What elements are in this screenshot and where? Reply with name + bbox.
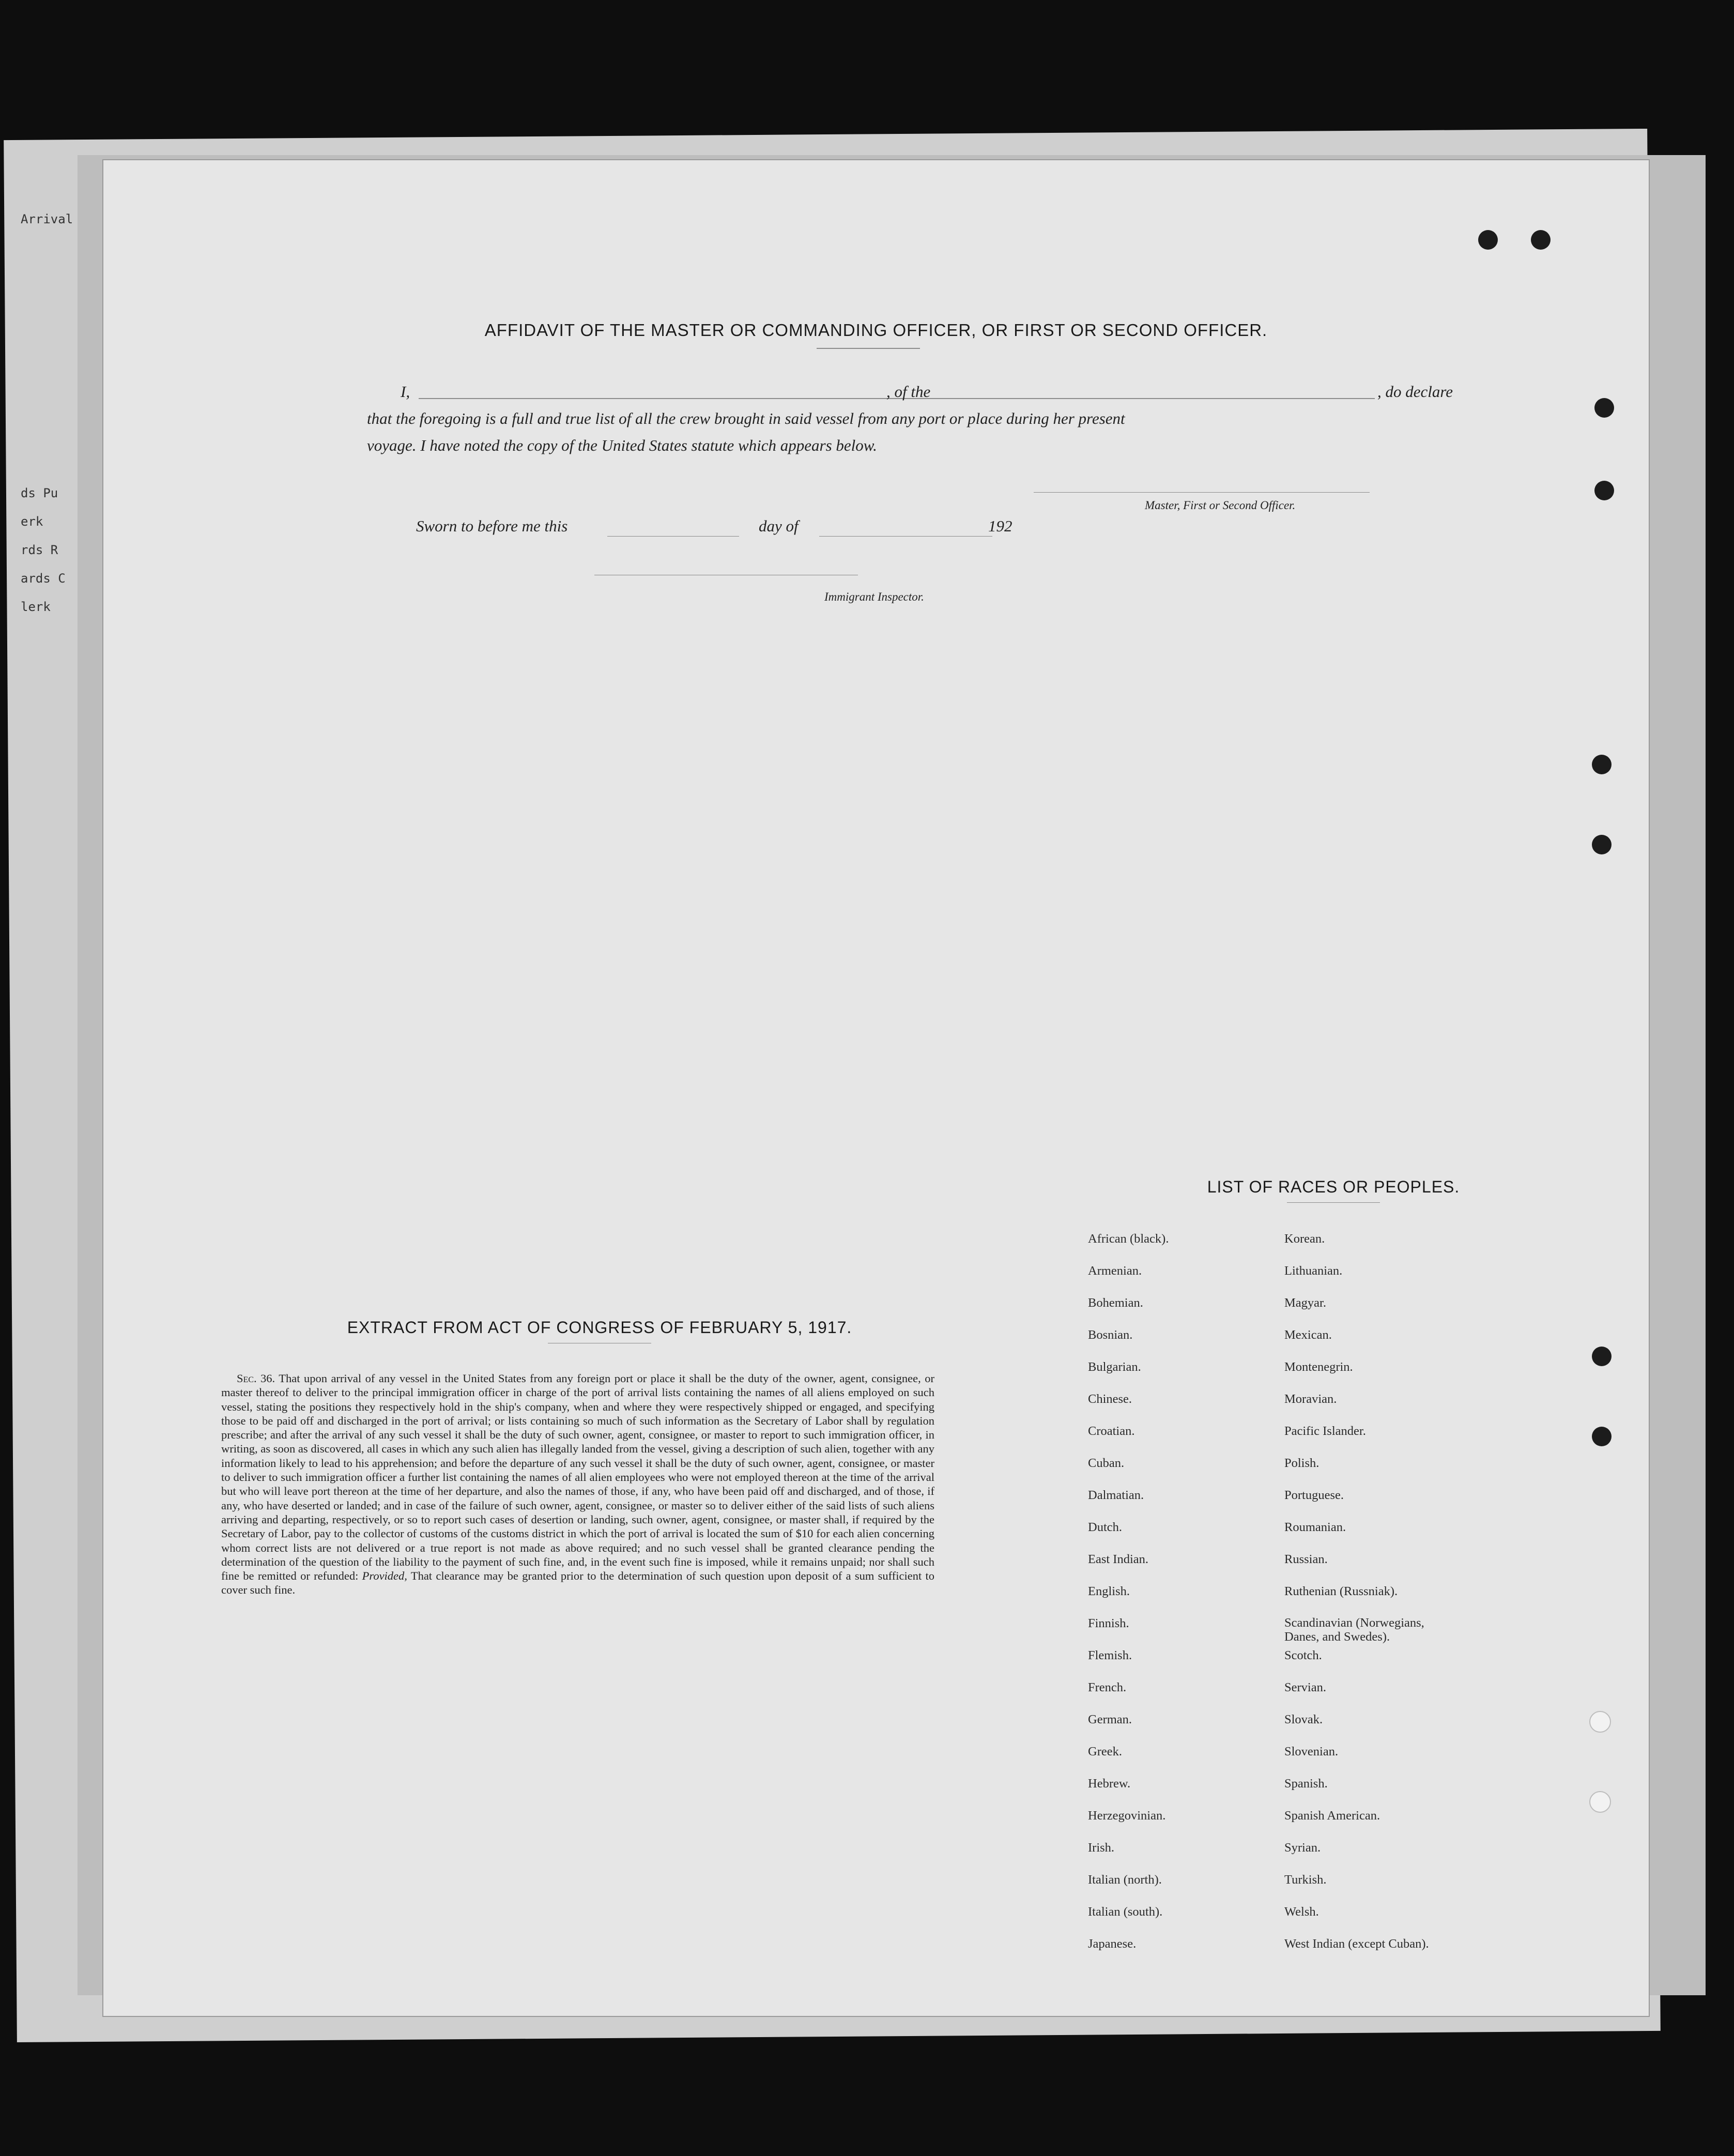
- margin-fragment: rds R: [21, 543, 58, 557]
- race-item: Chinese.: [1088, 1392, 1132, 1406]
- race-item: Italian (north).: [1088, 1873, 1162, 1887]
- margin-fragment: lerk: [21, 600, 51, 614]
- punch-hole: [1589, 1711, 1611, 1733]
- race-item: East Indian.: [1088, 1552, 1149, 1566]
- margin-fragment: ards C: [21, 571, 66, 586]
- of-the-label: , of the: [886, 383, 931, 401]
- race-item: Korean.: [1284, 1232, 1325, 1246]
- day-of-label: day of: [759, 517, 799, 535]
- punch-hole: [1589, 1791, 1611, 1813]
- race-item: African (black).: [1088, 1232, 1169, 1246]
- race-item: Spanish.: [1284, 1777, 1328, 1791]
- extract-body: [221, 1371, 934, 1597]
- race-item: Lithuanian.: [1284, 1264, 1343, 1278]
- race-item: West Indian (except Cuban).: [1284, 1937, 1429, 1951]
- section-label: Sec. 36.: [237, 1372, 275, 1385]
- affidavit-statement-line1: that the foregoing is a full and true list of all the crew brought in said vessel from any port or place during her present: [367, 409, 1125, 427]
- document-page: [103, 160, 1649, 2016]
- margin-fragment: Arrival: [21, 212, 73, 226]
- race-item: Cuban.: [1088, 1456, 1125, 1470]
- race-item: Montenegrin.: [1284, 1360, 1353, 1374]
- extract-title: EXTRACT FROM ACT OF CONGRESS OF FEBRUARY 5, 1917.: [347, 1318, 852, 1337]
- divider: [1287, 1202, 1380, 1203]
- punch-hole: [1592, 1427, 1612, 1446]
- punch-hole: [1594, 481, 1614, 500]
- race-item: Roumanian.: [1284, 1520, 1346, 1534]
- races-title: LIST OF RACES OR PEOPLES.: [1207, 1178, 1460, 1196]
- punch-hole: [1531, 230, 1551, 250]
- punch-hole: [1592, 755, 1612, 774]
- race-item: Irish.: [1088, 1841, 1115, 1855]
- race-item: English.: [1088, 1584, 1130, 1598]
- do-declare-label: , do declare: [1377, 383, 1453, 401]
- race-item: Welsh.: [1284, 1905, 1319, 1919]
- sworn-label: Sworn to before me this: [416, 517, 568, 535]
- divider: [817, 348, 920, 349]
- race-item: Slovak.: [1284, 1712, 1323, 1726]
- race-item: Dutch.: [1088, 1520, 1122, 1534]
- affidavit-statement-line2: voyage. I have noted the copy of the United States statute which appears below.: [367, 436, 877, 454]
- master-signature-line[interactable]: [1034, 492, 1370, 493]
- race-item: Servian.: [1284, 1680, 1326, 1694]
- extract-text: That upon arrival of any vessel in the United States from any foreign port or place it shall be the duty of the owner, agent, consignee, or master thereof to deliver to the principal immigration officer in charge of the port of arrival lists containing the names of all aliens employed on such vessel, stating the positions they respectively hold in the ship's company, when and where they were respectively shipped or engaged, and specifying those to be paid off and discharged in the port of arrival; or lists containing so much of such information as the Secretary of Labor shall by regulation prescribe; and after the arrival of any such vessel it shall be the duty of such owner, agent, consignee, or master to report to such immigration officer, in writing, as soon as discovered, all cases in which any such alien has illegally landed from the vessel, giving a description of such alien, together with any information likely to lead to his apprehension; and before the departure of any such vessel it shall be the duty of such owner, agent, consignee, or master to deliver to such immigration officer a further list containing the names of all alien employees who were not employed thereon at the time of the arrival but who will leave port thereon at the time of her departure, and also the names of those, if any, who have been paid off and discharged, and of those, if any, who have deserted or landed; and in case of the failure of such owner, agent, consignee, or master so to deliver either of the said lists of such aliens arriving and departing, respectively, or so to report such cases of desertion or landing, such owner, agent, consignee, or master shall, if required by the Secretary of Labor, pay to the collector of customs of the customs district in which the port of arrival is located the sum of $10 for each alien concerning whom correct lists are not delivered or a true report is not made as above required; and no such vessel shall be granted clearance pending the determination of the question of the liability to the payment of such fine, and, in the event such fine is imposed, while it remains unpaid; nor shall such fine be remitted or refunded:: [221, 1372, 934, 1583]
- race-item: Japanese.: [1088, 1937, 1137, 1951]
- race-item: Scandinavian (Norwegians, Danes, and Swedes).: [1284, 1616, 1424, 1644]
- race-item: Syrian.: [1284, 1841, 1321, 1855]
- affidavit-title: AFFIDAVIT OF THE MASTER OR COMMANDING OFFICER, OR FIRST OR SECOND OFFICER.: [484, 320, 1268, 340]
- punch-hole: [1592, 835, 1612, 854]
- race-item: Magyar.: [1284, 1296, 1326, 1310]
- race-item: Mexican.: [1284, 1328, 1332, 1342]
- punch-hole: [1592, 1347, 1612, 1366]
- race-item: Finnish.: [1088, 1616, 1129, 1630]
- race-item: Flemish.: [1088, 1648, 1132, 1662]
- race-item: Ruthenian (Russniak).: [1284, 1584, 1398, 1598]
- margin-fragment: erk: [21, 514, 43, 529]
- vessel-blank[interactable]: [956, 398, 1375, 399]
- punch-hole: [1478, 230, 1498, 250]
- margin-fragment: ds Pu: [21, 486, 58, 500]
- race-item: Italian (south).: [1088, 1905, 1163, 1919]
- race-item: Croatian.: [1088, 1424, 1135, 1438]
- race-item: Armenian.: [1088, 1264, 1142, 1278]
- race-item: Greek.: [1088, 1745, 1122, 1759]
- provided-label: Provided,: [362, 1569, 407, 1583]
- extract-text-end: That clearance may be granted prior to the determination of such question upon deposit of a sum sufficient to cover such fine.: [221, 1569, 935, 1597]
- race-item: Bulgarian.: [1088, 1360, 1141, 1374]
- race-item: Turkish.: [1284, 1873, 1327, 1887]
- race-item: Slovenian.: [1284, 1745, 1339, 1759]
- master-signature-label: Master, First or Second Officer.: [1145, 499, 1296, 512]
- race-item: Bohemian.: [1088, 1296, 1143, 1310]
- race-item: Scotch.: [1284, 1648, 1322, 1662]
- race-item: Bosnian.: [1088, 1328, 1133, 1342]
- race-item: Spanish American.: [1284, 1809, 1380, 1823]
- race-item: French.: [1088, 1680, 1127, 1694]
- race-item: Herzegovinian.: [1088, 1809, 1166, 1823]
- race-item: Portuguese.: [1284, 1488, 1344, 1502]
- day-blank[interactable]: [607, 536, 739, 537]
- year-label: 192: [988, 517, 1012, 535]
- inspector-label: Immigrant Inspector.: [824, 590, 924, 603]
- i-label: I,: [401, 383, 410, 401]
- race-item: Moravian.: [1284, 1392, 1337, 1406]
- race-item: Pacific Islander.: [1284, 1424, 1366, 1438]
- race-item: Polish.: [1284, 1456, 1319, 1470]
- race-item: Russian.: [1284, 1552, 1328, 1566]
- race-item: Hebrew.: [1088, 1777, 1131, 1791]
- race-item: Dalmatian.: [1088, 1488, 1144, 1502]
- month-blank[interactable]: [819, 536, 992, 537]
- punch-hole: [1594, 398, 1614, 418]
- race-item: German.: [1088, 1712, 1132, 1726]
